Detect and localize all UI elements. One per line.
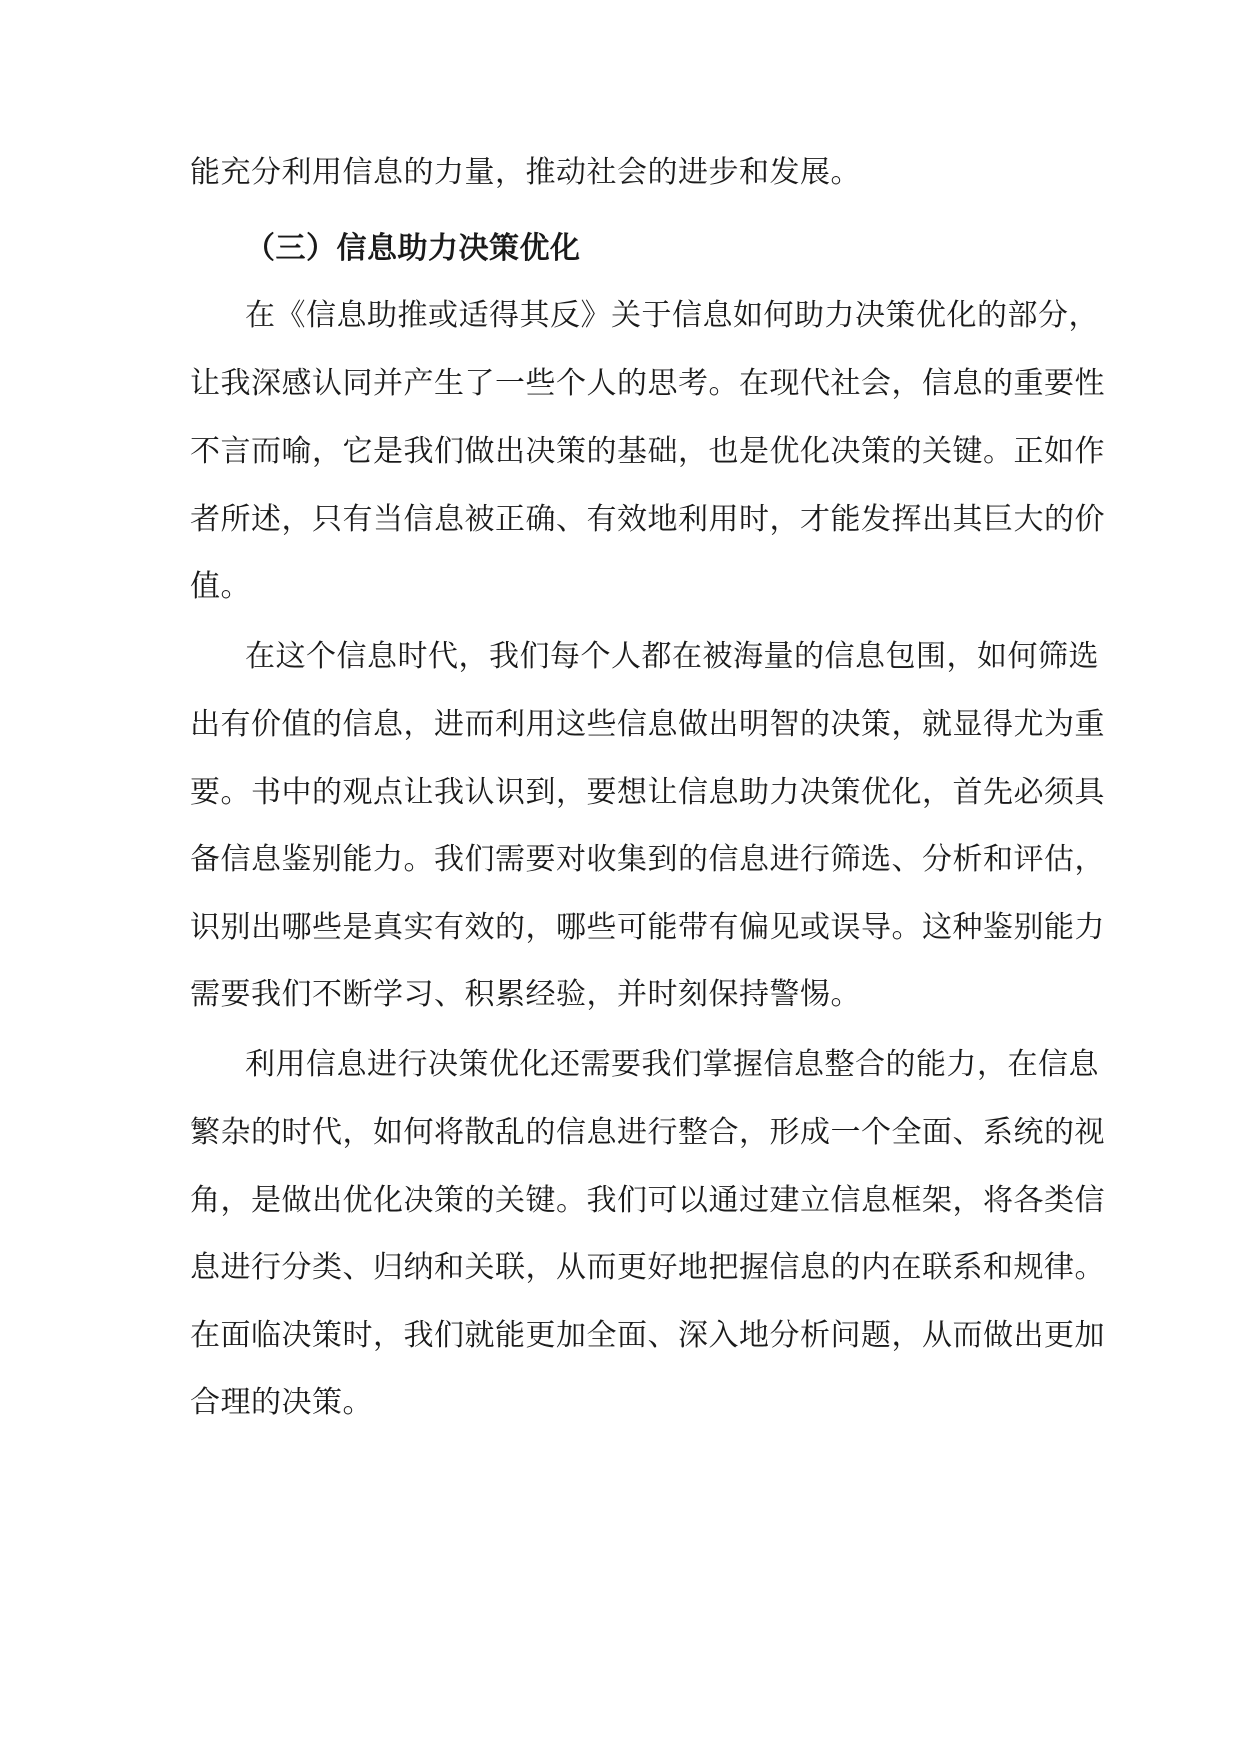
- text-line: 繁杂的时代，如何将散乱的信息进行整合，形成一个全面、系统的视: [190, 1115, 1105, 1150]
- text-line: 利用信息进行决策优化还需要我们掌握信息整合的能力，在信息: [245, 1047, 1099, 1082]
- text-line: 在《信息助推或适得其反》关于信息如何助力决策优化的部分，: [245, 298, 1099, 333]
- text-line: 让我深感认同并产生了一些个人的思考。在现代社会，信息的重要性: [190, 366, 1105, 401]
- text-line: 在面临决策时，我们就能更加全面、深入地分析问题，从而做出更加: [190, 1318, 1105, 1353]
- text-line: 不言而喻，它是我们做出决策的基础，也是优化决策的关键。正如作: [190, 434, 1105, 469]
- text-line: 角，是做出优化决策的关键。我们可以通过建立信息框架，将各类信: [190, 1183, 1105, 1218]
- text-line: 在这个信息时代，我们每个人都在被海量的信息包围，如何筛选: [245, 639, 1099, 674]
- text-line: 识别出哪些是真实有效的，哪些可能带有偏见或误导。这种鉴别能力: [190, 910, 1105, 945]
- text-line: 要。书中的观点让我认识到，要想让信息助力决策优化，首先必须具: [190, 775, 1105, 810]
- text-line: 合理的决策。: [190, 1385, 373, 1420]
- text-line: 备信息鉴别能力。我们需要对收集到的信息进行筛选、分析和评估，: [190, 842, 1105, 877]
- text-line: 出有价值的信息，进而利用这些信息做出明智的决策，就显得尤为重: [190, 707, 1105, 742]
- text-line: 值。: [190, 569, 251, 604]
- text-line: 需要我们不断学习、积累经验，并时刻保持警惕。: [190, 977, 861, 1012]
- text-line: 者所述，只有当信息被正确、有效地利用时，才能发挥出其巨大的价: [190, 502, 1105, 537]
- text-line: 能充分利用信息的力量，推动社会的进步和发展。: [190, 155, 861, 190]
- section-heading: （三）信息助力决策优化: [245, 231, 581, 266]
- text-line: 息进行分类、归纳和关联，从而更好地把握信息的内在联系和规律。: [190, 1250, 1105, 1285]
